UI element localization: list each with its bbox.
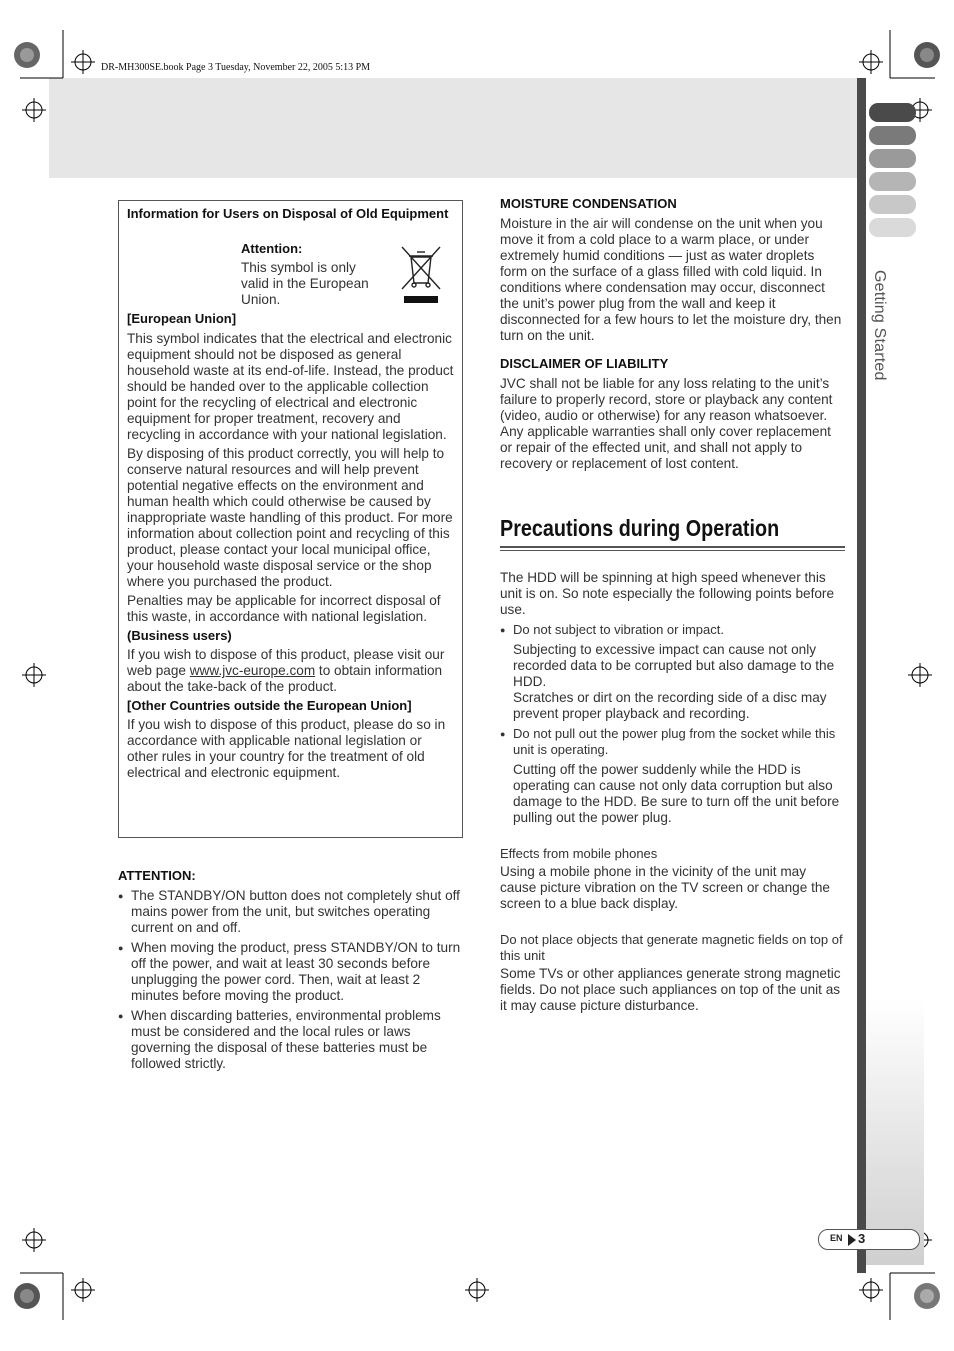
language-code: EN [830,1233,843,1243]
attention-text: This symbol is only valid in the European Union. [241,260,369,307]
page-number-box [818,1229,920,1250]
section-tab-4 [869,172,916,191]
moisture-text: Moisture in the air will condense on the unit when you move it from a cold place to a warm place, or under extremely humid conditions — just as water droplets form on the surface of a glass filled with cold liquid. In conditions where condensation may occur, disconnect the unit’s power plug from the wall and keep it disconnected for a few hours to let the moisture dry, then turn on the unit. [500,216,842,343]
magnetic-text: Some TVs or other appliances generate strong magnetic fields. Do not place such appliances on top of the unit as it may cause picture disturbance. [500,966,841,1013]
section-label: Getting Started [871,270,888,381]
attention-item: ● When moving the product, press STANDBY/ON to turn off the power, and wait at least 30 seconds before unplugging the power cord. Then, wait at least 2 minutes before moving the product. [118,940,463,1004]
attention-title: Attention: [241,241,303,256]
page-number: 3 [858,1231,866,1246]
attention-item: ● The STANDBY/ON button does not completely shut off mains power from the unit, but switches operating current on and off. [118,888,463,936]
page-arrow-icon [848,1234,856,1246]
jvc-website-link[interactable]: www.jvc-europe.com [189,663,316,678]
other-countries-heading: [Other Countries outside the European Union] [127,698,412,713]
business-paragraph: If you wish to dispose of this product, please visit our web page www.jvc-europe.com to obtain information about the take-back of the product. [127,647,445,694]
section-tab-6 [869,218,916,237]
book-info-line: DR-MH300SE.book Page 3 Tuesday, November 22, 2005 5:13 PM [101,62,371,73]
mobile-text: Using a mobile phone in the vicinity of the unit may cause picture vibration on the TV screen or change the screen to a blue back display. [500,864,830,911]
attention-item: ● When discarding batteries, environmental problems must be considered and the local rules or laws governing the disposal of these batteries must be followed strictly. [118,1008,463,1072]
side-gradient [866,1000,924,1265]
section-tab-1 [869,103,916,122]
side-bar [857,78,866,1273]
disposal-body [127,311,454,781]
eu-paragraph-3: Penalties may be applicable for incorrect disposal of this waste, in accordance with national legislation. [127,593,441,624]
precautions-intro: The HDD will be spinning at high speed whenever this unit is on. So note especially the following points before use. [500,570,835,617]
eu-paragraph-2: By disposing of this product correctly, you will help to conserve natural resources and will help prevent potential negative effects on the environment and human health which could otherwise be caused by inappropriate waste handling of this product. For more information about collection point and recycling of this product, please contact your local municipal office, your household waste disposal service or the shop where you purchased the product. [127,446,453,589]
section-tab-3 [869,149,916,168]
mobile-heading: Effects from mobile phones [500,846,658,861]
section-tab-2 [869,126,916,145]
crossed-bin-icon [400,245,442,307]
precaution-heading: ● Do not subject to vibration or impact. [500,622,844,638]
disposal-attention [241,241,381,308]
disclaimer-heading: DISCLAIMER OF LIABILITY [500,356,669,371]
title-rule [500,546,845,548]
other-countries-paragraph: If you wish to dispose of this product, please do so in accordance with applicable national legislation or other rules in your country for the treatment of old electrical and electronic equipment. [127,717,446,780]
eu-heading: [European Union] [127,311,237,326]
section-tab-5 [869,195,916,214]
precaution-text: Subjecting to excessive impact can cause not only recorded data to be corrupted but also damage to the HDD. [513,642,835,689]
precaution-text: Cutting off the power suddenly while the HDD is operating can cause not only data corruption but also damage to the HDD. Be sure to turn off the unit before pulling out the power plug. [513,762,840,825]
precaution-text: Scratches or dirt on the recording side of a disc may prevent proper playback and recording. [513,690,827,721]
moisture-section [500,196,844,472]
section-title: Precautions during Operation [500,515,780,541]
disposal-title: Information for Users on Disposal of Old Equipment [127,206,449,221]
title-rule-thin [500,550,845,551]
disclaimer-text: JVC shall not be liable for any loss relating to the unit’s failure to properly record, store or playback any content (video, audio or otherwise) for any reason whatsoever. Any applicable warranties shall only cover replacement or repair of the effected unit, and shall not apply to recovery or replacement of lost content. [500,376,833,471]
precautions-section [500,570,844,1014]
magnetic-heading: Do not place objects that generate magnetic fields on top of this unit [500,932,843,963]
moisture-heading: MOISTURE CONDENSATION [500,196,677,211]
attention-heading: ATTENTION: [118,868,196,883]
eu-paragraph-1: This symbol indicates that the electrical and electronic equipment should not be disposed as general household waste at its end-of-life. Instead, the product should be handed over to the applicable collection point for the recycling of electrical and electronic equipment for proper treatment, recovery and recycling in accordance with your national legislation. [127,331,454,442]
business-heading: (Business users) [127,628,232,643]
precaution-heading: ● Do not pull out the power plug from the socket while this unit is operating. [500,726,844,758]
attention-section [118,868,463,1072]
